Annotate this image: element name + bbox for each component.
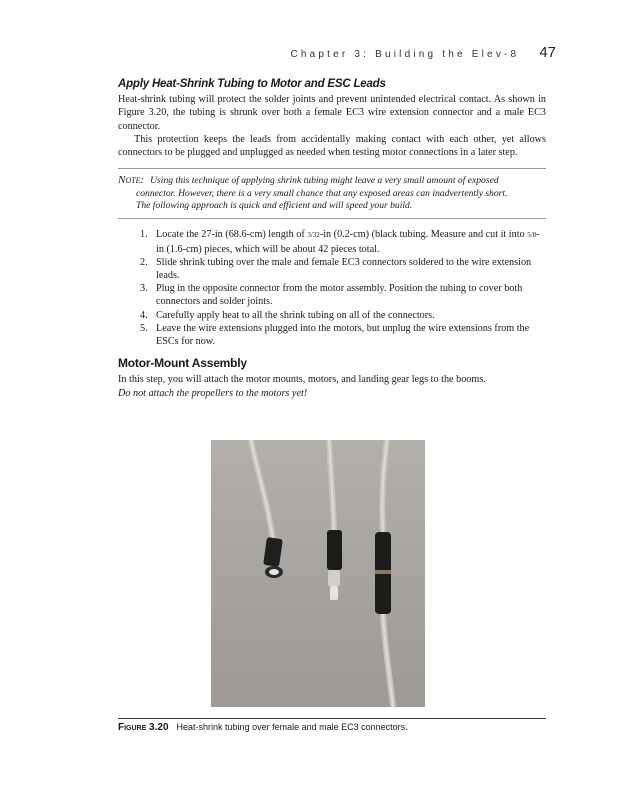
note-box <box>118 168 546 219</box>
caption-rule <box>118 718 546 719</box>
paragraph-warning <box>118 387 546 400</box>
step-number: 2. <box>140 256 148 268</box>
page-number: 47 <box>539 44 556 61</box>
paragraph-protection: This protection keeps the leads from accidentally making contact with each other, yet allows connectors to be plugged and unplugged as needed when testing motor connections in a later step. <box>118 133 546 159</box>
paragraph-intro: Heat-shrink tubing will protect the solder joints and prevent unintended electrical contact. As shown in Figure 3.20, the tubing is shrunk over both a female EC3 wire extension connector and a male EC3 connector. <box>118 94 546 132</box>
step-text: Leave the wire extensions plugged into the motors, but unplug the wire extensions from the ESCs for now. <box>156 322 530 348</box>
note-line-1: Using this technique of applying shrink tubing might leave a very small amount of exposed <box>150 175 499 187</box>
shrink-tube-left <box>263 537 283 567</box>
step-text: Slide shrink tubing over the male and female EC3 connectors soldered to the wire extension leads. <box>156 256 532 282</box>
fraction: 3/32 <box>307 231 320 240</box>
steps-list <box>118 228 546 348</box>
step-text-part: -in (1.6-cm) pieces, which will be about 42 pieces total. <box>156 229 540 255</box>
connectors-photo <box>211 440 425 707</box>
step-number: 5. <box>140 322 148 334</box>
chapter-title: Chapter 3: Building the Elev-8 <box>290 49 520 60</box>
fraction: 5/8 <box>527 231 537 240</box>
list-item <box>118 228 546 255</box>
paragraph-motor-mount: In this step, you will attach the motor mounts, motors, and landing gear legs to the booms. <box>118 374 486 386</box>
step-number: 1. <box>140 229 148 241</box>
figure-label: Figure 3.20 <box>118 722 169 733</box>
section-heading-heat-shrink: Apply Heat-Shrink Tubing to Motor and ESC Leads <box>118 78 386 90</box>
note-label: Note: <box>118 174 145 187</box>
figure-caption-text: Heat-shrink tubing over female and male EC3 connectors. <box>176 722 408 732</box>
list-item <box>118 309 546 322</box>
step-text: Carefully apply heat to all the shrink tubing on all of the connectors. <box>156 309 435 321</box>
running-head <box>118 44 556 61</box>
list-item <box>118 256 546 282</box>
page-body <box>118 78 546 400</box>
step-number: 3. <box>140 283 148 295</box>
step-text-part: Locate the 27-in (68.6-cm) length of <box>156 229 308 241</box>
male-connector <box>328 570 340 586</box>
section-heading-motor-mount: Motor-Mount Assembly <box>118 356 247 371</box>
step-text-part: -in (0.2-cm) (black tubing. Measure and cut it into <box>319 229 528 241</box>
warning-text: Do not attach the propellers to the motors yet! <box>118 387 308 399</box>
note-line-2: connector. However, there is a very small chance that any exposed areas can inadvertently short. <box>136 187 508 199</box>
list-item <box>118 322 546 348</box>
figure-caption <box>118 722 546 733</box>
figure-photo <box>211 440 425 707</box>
list-item <box>118 282 546 308</box>
step-number: 4. <box>140 309 148 321</box>
shrink-tube-middle <box>327 530 342 570</box>
note-line-3: The following approach is quick and efficient and will speed your build. <box>136 200 413 212</box>
step-text: Plug in the opposite connector from the motor assembly. Position the tubing to cover both connectors and solder joints. <box>156 283 523 308</box>
